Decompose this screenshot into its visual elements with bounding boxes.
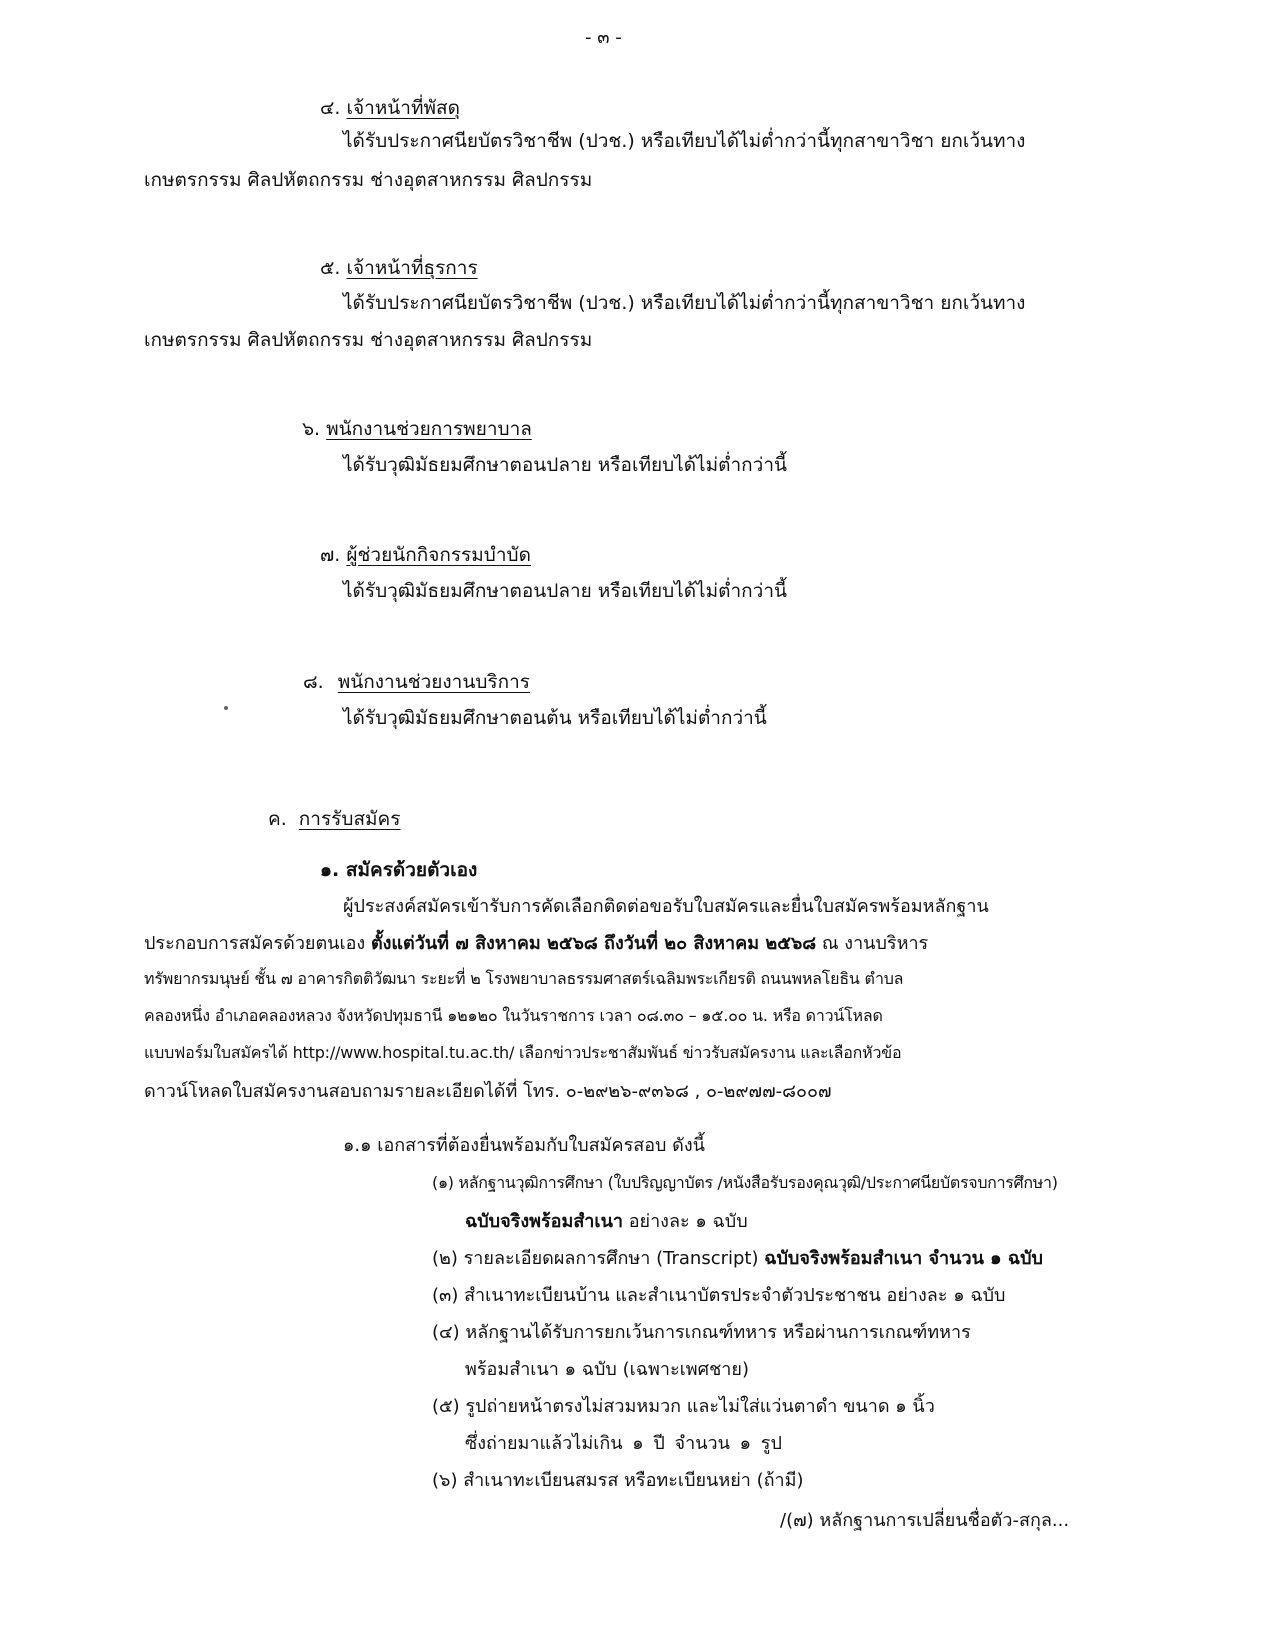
docs-heading: ๑.๑ เอกสารที่ต้องยื่นพร้อมกับใบสมัครสอบ ดังนี้ <box>343 1135 705 1156</box>
position-4-line-2: เกษตรกรรม ศิลปหัตถกรรม ช่างอุตสาหกรรม ศิลปกรรม <box>144 169 593 191</box>
doc-item-1: (๑) หลักฐานวุฒิการศึกษา (ใบปริญญาบัตร /หนังสือรับรองคุณวุฒิ/ประกาศนียบัตรจบการศึกษา) <box>432 1173 1058 1192</box>
doc-text: (๒) รายละเอียดผลการศึกษา (Transcript) <box>432 1248 765 1269</box>
position-4-heading <box>320 96 460 121</box>
position-title: พนักงานช่วยการพยาบาล <box>326 418 532 440</box>
position-7-line-1: ได้รับวุฒิมัธยมศึกษาตอนปลาย หรือเทียบได้ไม่ต่ำกว่านี้ <box>343 580 787 602</box>
position-5-line-2: เกษตรกรรม ศิลปหัตถกรรม ช่างอุตสาหกรรม ศิลปกรรม <box>144 329 593 351</box>
position-8-heading <box>303 670 530 695</box>
position-6-line-1: ได้รับวุฒิมัธยมศึกษาตอนปลาย หรือเทียบได้ไม่ต่ำกว่านี้ <box>343 454 787 476</box>
scan-speck <box>224 706 228 710</box>
para-line-1: ผู้ประสงค์สมัครเข้ารับการคัดเลือกติดต่อขอรับใบสมัครและยื่นใบสมัครพร้อมหลักฐาน <box>343 896 989 917</box>
doc-emphasis: ฉบับจริงพร้อมสำเนา <box>465 1211 623 1232</box>
position-title: ผู้ช่วยนักกิจกรรมบำบัด <box>346 544 531 566</box>
section-title: การรับสมัคร <box>298 808 401 830</box>
para-line-6: ดาวน์โหลดใบสมัครงานสอบถามรายละเอียดได้ที่ โทร. ๐-๒๙๒๖-๙๓๖๘ , ๐-๒๙๗๗-๘๐๐๗ <box>144 1081 832 1102</box>
doc-item-5-cont: ซึ่งถ่ายมาแล้วไม่เกิน ๑ ปี จำนวน ๑ รูป <box>465 1433 782 1454</box>
position-title: เจ้าหน้าที่พัสดุ <box>346 97 460 119</box>
position-6-heading <box>302 417 532 442</box>
continuation-note: /(๗) หลักฐานการเปลี่ยนชื่อตัว-สกุล... <box>780 1510 1070 1531</box>
doc-item-4: (๔) หลักฐานได้รับการยกเว้นการเกณฑ์ทหาร หรือผ่านการเกณฑ์ทหาร <box>432 1322 971 1343</box>
position-title: พนักงานช่วยงานบริการ <box>337 671 530 693</box>
position-8-line-1: ได้รับวุฒิมัธยมศึกษาตอนต้น หรือเทียบได้ไม่ต่ำกว่านี้ <box>343 707 767 729</box>
position-title: เจ้าหน้าที่ธุรการ <box>346 257 478 279</box>
para-line-5: แบบฟอร์มใบสมัครได้ http://www.hospital.tu.ac.th/ เลือกข่าวประชาสัมพันธ์ ข่าวรับสมัครงาน และเลือกหัวข้อ <box>144 1043 902 1062</box>
position-number: ๗. <box>320 544 341 566</box>
para-line-3: ทรัพยากรมนุษย์ ชั้น ๗ อาคารกิตติวัฒนา ระยะที่ ๒ โรงพยาบาลธรรมศาสตร์เฉลิมพระเกียรติ ถนนพหลโยธิน ตำบล <box>144 969 904 988</box>
application-dates: ตั้งแต่วันที่ ๗ สิงหาคม ๒๕๖๘ ถึงวันที่ ๒๐ สิงหาคม ๒๕๖๘ <box>370 933 817 954</box>
doc-emphasis: ฉบับจริงพร้อมสำเนา จำนวน ๑ ฉบับ <box>764 1248 1043 1269</box>
position-number: ๘. <box>303 671 324 693</box>
position-number: ๔. <box>320 97 341 119</box>
position-5-line-1: ได้รับประกาศนียบัตรวิชาชีพ (ปวช.) หรือเทียบได้ไม่ต่ำกว่านี้ทุกสาขาวิชา ยกเว้นทาง <box>343 292 1026 314</box>
doc-item-5: (๕) รูปถ่ายหน้าตรงไม่สวมหมวก และไม่ใส่แว่นตาดำ ขนาด ๑ นิ้ว <box>432 1396 935 1417</box>
position-4-line-1: ได้รับประกาศนียบัตรวิชาชีพ (ปวช.) หรือเทียบได้ไม่ต่ำกว่านี้ทุกสาขาวิชา ยกเว้นทาง <box>343 130 1026 152</box>
doc-item-6: (๖) สำเนาทะเบียนสมรส หรือทะเบียนหย่า (ถ้ามี) <box>432 1470 804 1491</box>
doc-item-3: (๓) สำเนาทะเบียนบ้าน และสำเนาบัตรประจำตัวประชาชน อย่างละ ๑ ฉบับ <box>432 1285 1006 1306</box>
section-letter: ค. <box>268 808 287 830</box>
page-number: - ๓ - <box>585 27 622 48</box>
position-number: ๕. <box>320 257 341 279</box>
para-text: ณ งานบริหาร <box>816 933 929 954</box>
para-line-4: คลองหนึ่ง อำเภอคลองหลวง จังหวัดปทุมธานี ๑๒๑๒๐ ในวันราชการ เวลา ๐๘.๓๐ – ๑๕.๐๐ น. หรือ ดาวน์โหลด <box>144 1006 883 1025</box>
doc-item-1-cont <box>465 1210 748 1233</box>
subsection-title: ๑. สมัครด้วยตัวเอง <box>320 859 478 881</box>
position-7-heading <box>320 543 531 568</box>
para-line-2 <box>144 932 928 955</box>
position-5-heading <box>320 256 478 281</box>
para-text: ประกอบการสมัครด้วยตนเอง <box>144 933 371 954</box>
doc-item-2 <box>432 1247 1043 1270</box>
position-number: ๖. <box>302 418 321 440</box>
doc-text: อย่างละ ๑ ฉบับ <box>622 1211 748 1232</box>
section-c-heading <box>268 807 400 832</box>
doc-item-4-cont: พร้อมสำเนา ๑ ฉบับ (เฉพาะเพศชาย) <box>465 1359 749 1380</box>
